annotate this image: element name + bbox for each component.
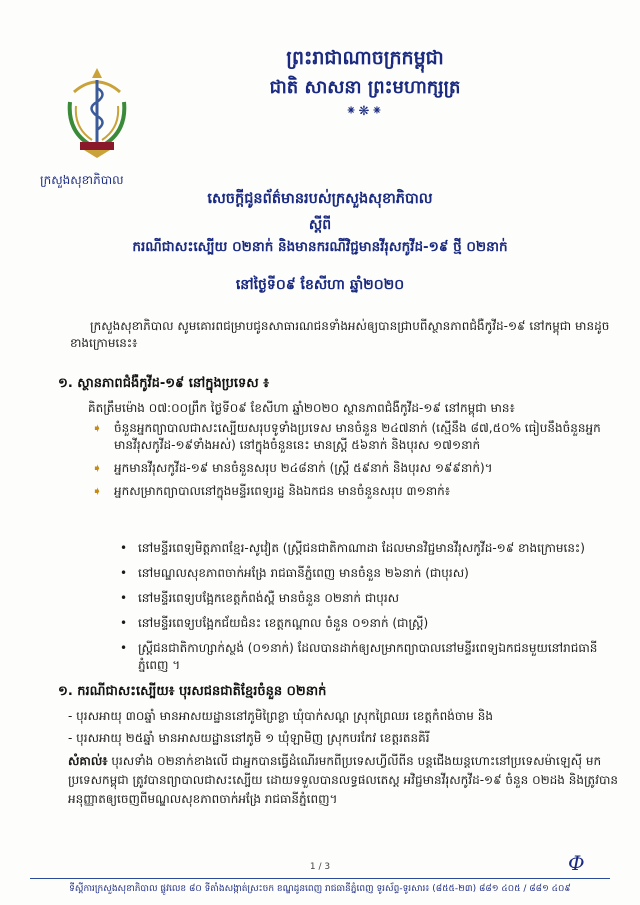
arrow-bullet-icon: ➧ [92, 421, 103, 435]
recovered-case-2: - បុរសអាយុ ២៥ឆ្នាំ មានអាសយដ្ឋាននៅភូមិ ១ ឃុំឡាមិញ ស្រុកបរកែវ ខេត្តរតនគិរី [68, 731, 430, 745]
note-text: បុរសទាំង ០២នាក់ខាងលើ ជាអ្នកបានធ្វើដំណើរមកពីប្រទេសហ្វីលីពីន បន្តជើងយន្តហោះនៅប្រទេសម៉ាឡេស៊ី មកប្រទេសកម្ពុជា ត្រូវបានព្យាបាលជាសះស្បើយ ដោយទទួលបានលទ្ធផលតេស្ត អវិជ្ជមានវីរុសកូវីដ-១៩ ចំនួន ០២ដង និងត្រូវបានអនុញ្ញាតឲ្យចេញពីមណ្ឌលសុខភាពចាក់អង្រែ រាជធានីភ្នំពេញ។ [68, 754, 618, 806]
document-date: នៅថ្ងៃទី០៩ ខែសីហា ឆ្នាំ២០២០ [235, 277, 405, 293]
page-number: 1 / 3 [309, 862, 331, 872]
dot-bullet-icon: • [120, 566, 128, 580]
section-heading-situation: ១. ស្ថានភាពជំងឺកូវីដ-១៩ នៅក្នុងប្រទេស ៖ [58, 376, 269, 391]
intro-paragraph: ក្រសួងសុខាភិបាល សូមគោរពជម្រាបជូនសាធារណជនទាំងអស់ឲ្យបានជ្រាបពីស្ថានភាពជំងឺកូវីដ-១៩ នៅកម្ពុជា មានដូចខាងក្រោមនេះ៖ [70, 319, 610, 350]
dot-bullet-icon: • [120, 641, 128, 655]
list-item: • នៅមន្ទីរពេទ្យបង្អែកជ័យជំនះ ខេត្តកណ្ដាល ចំនួន ០១នាក់ (ជាស្ត្រី) [120, 616, 429, 630]
signature-initial: Ф [568, 851, 585, 875]
list-item: • នៅមណ្ឌលសុខភាពចាក់អង្រែ រាជធានីភ្នំពេញ មានចំនួន ២៦នាក់ (ជាបុរស) [120, 566, 469, 580]
list-item: • នៅមន្ទីរពេទ្យមិត្តភាពខ្មែរ-សូវៀត (ស្ត្រីជនជាតិកាណាដា ដែលមានវិជ្ជមានវីរុសកូវីដ-១៩ ខាងក្រោមនេះ) [120, 541, 585, 555]
dot-bullet-icon: • [120, 616, 128, 630]
dot-bullet-icon: • [120, 591, 128, 605]
kingdom-title: ព្រះរាជាណាចក្រកម្ពុជា [286, 47, 444, 69]
section-heading-recovered: ១. ករណីជាសះស្បើយ៖ បុរសជនជាតិខ្មែរចំនួន ០២នាក់ [58, 684, 327, 699]
recovered-case-1: - បុរសអាយុ ៣០ឆ្នាំ មានអាសយដ្ឋាននៅភូមិព្រៃខ្លា ឃុំបាក់សណ្ដ ស្រុកព្រៃឈរ ខេត្តកំពង់ចាម និង [68, 709, 493, 723]
ministry-name-label: ក្រសួងសុខាភិបាល [40, 173, 124, 187]
hospital-sub-list [120, 540, 610, 682]
list-item: • ស្ត្រីជនជាតិកាហ្សាក់ស្ថង់ (០១នាក់) ដែលបានដាក់ឲ្យសម្រាកព្យាបាលនៅមន្ទីរពេទ្យឯកជនមួយនៅរាជធានីភ្នំពេញ ។ [120, 641, 598, 672]
arrow-bullet-icon: ➧ [92, 484, 103, 498]
as-of-statement: គិតត្រឹមម៉ោង ០៧:០០ព្រឹក ថ្ងៃទី០៩ ខែសីហា ឆ្នាំ២០២០ ស្ថានភាពជំងឺកូវីដ-១៩ នៅកម្ពុជា មាន៖ [88, 401, 515, 415]
document-subject: ករណីជាសះស្បើយ ០២នាក់ និងមានករណីវិជ្ជមានវីរុសកូវីដ-១៩ ថ្មី ០២នាក់ [132, 239, 508, 255]
list-item: ➧ អ្នកមានវីរុសកូវីដ-១៩ មានចំនួនសរុប ២៤៨នាក់ (ស្ត្រី ៥៩នាក់ និងបុរស ១៩៩នាក់)។ [92, 461, 493, 475]
national-motto: ជាតិ សាសនា ព្រះមហាក្សត្រ [269, 77, 461, 98]
footer-address: ទីស្ដីការក្រសួងសុខាភិបាល ផ្លូវលេខ ៨០ ទីតាំងសង្កាត់ស្រះចក ខណ្ឌដូនពេញ រាជធានីភ្នំពេញ ទូរស័ព្ទ-ទូរសារ៖ (៨៥៥-២៣) ៨៨១ ៤០៥ / ៨៨១ ៤០៩ [69, 884, 571, 894]
note-label: សំគាល់៖ [68, 754, 108, 768]
ornament-divider: ⁕❋⁕ [345, 104, 385, 119]
dot-bullet-icon: • [120, 541, 128, 555]
arrow-bullet-icon: ➧ [92, 461, 103, 475]
list-item: • នៅមន្ទីរពេទ្យបង្អែកខេត្តកំពង់ស្ពឺ មានចំនួន ០២នាក់ ជាបុរស [120, 591, 400, 605]
document-title-about: ស្ដីពី [308, 217, 332, 233]
note-paragraph [68, 752, 618, 809]
footer-divider [30, 878, 610, 879]
list-item: ➧ អ្នកសម្រាកព្យាបាលនៅក្នុងមន្ទីរពេទ្យរដ្ឋ និងឯកជន មានចំនួនសរុប ៣១នាក់៖ [92, 484, 451, 498]
document-title: សេចក្ដីជូនព័ត៌មានរបស់ក្រសួងសុខាភិបាល [207, 191, 433, 207]
ministry-emblem-icon [62, 62, 132, 162]
list-item: ➧ ចំនួនអ្នកព្យាបាលជាសះស្បើយសរុបទូទាំងប្រទេស មានចំនួន ២៤៧នាក់ (ស្មើនឹង ៨៧,៥០% ធៀបនឹងចំនួនអ្នកមានវីរុសកូវីដ-១៩ទាំងអស់) នៅក្នុងចំនួននេះ មានស្ត្រី ៥៦នាក់ និងបុរស ១៧១នាក់ [92, 421, 601, 452]
situation-bullet-list [92, 420, 612, 506]
